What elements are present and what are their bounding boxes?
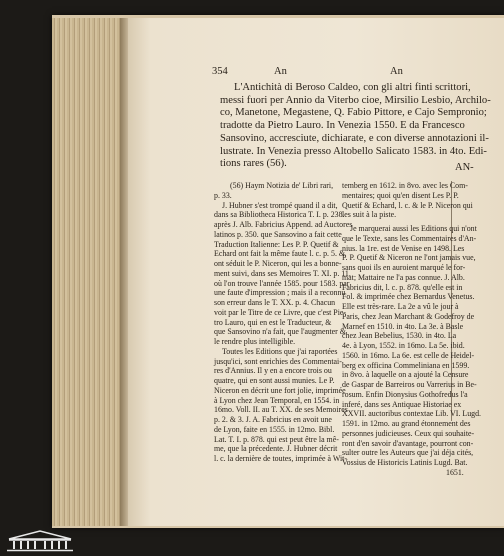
footnote-line: 1560. in 16mo. La 6e. est celle de Heidel- xyxy=(342,350,475,360)
entry-line: co, Manetone, Megastene, Q. Fabio Pittore, e Cajo Sempronio; xyxy=(220,107,487,119)
footnote-line: Je marquerai aussi les Editions qui n'ont xyxy=(350,224,477,233)
footnote-line: p. 33. xyxy=(214,190,232,200)
footnote-line: rosum. Enfin Dionysius Gothofredus l'a xyxy=(342,389,468,399)
footnote-line: Paris, chez Jean Marchant & Godefroy de xyxy=(342,311,475,321)
footnote-line: personnes judicieuses. Ceux qui souhaite- xyxy=(342,428,475,438)
footnote-line: Elle est très-rare. La 2e a vû le jour à xyxy=(342,302,459,311)
footnote-line: à Lyon chez Jean Temporal, en 1554. in xyxy=(214,395,340,405)
footnote-line: chez Jean Bebelius, 1530. in 4to. La xyxy=(342,331,457,341)
footnote-line: (56) Haym Notizia de' Libri rari, xyxy=(230,181,334,190)
page-number: 354 xyxy=(212,66,228,77)
footnote-line: res d'Annius. Il y en a encore trois ou xyxy=(214,366,332,376)
footnote-line: 1591. in 12mo. au grand étonnement des xyxy=(342,419,471,428)
footnote-line: Quetif & Echard, l. c. & le P. Niceron qui xyxy=(342,200,473,210)
footnote-line: quatre, qui en sont aussi munies. Le P. xyxy=(214,376,335,385)
footnote-line: Vossius de Historicis Latinis Lugd. Bat. xyxy=(342,458,468,467)
footnote-line: de Gaspar de Barreiros ou Varrerius in Be- xyxy=(342,380,477,389)
footnote-line: p. 2. & 3. J. A. Fabricius en avoit une xyxy=(214,415,332,424)
footnote-line: Lat. T. I. p. 878. qui est peut être la mê- xyxy=(214,434,339,444)
entry-line: Sansovino, accresciute, dichiarate, e con diverse annotazioni il- xyxy=(220,132,489,144)
footnote-line: sulter outre les Auteurs que j'ai déja cités, xyxy=(342,448,474,458)
footnote-line: 1651. xyxy=(446,467,464,477)
footnote-line: J. Hubner s'est trompé quand il a dit, xyxy=(222,200,338,210)
page-edges xyxy=(52,18,130,526)
footnote-line: Marnef en 1510. in 4to. La 3e. à Basle xyxy=(342,321,464,331)
footnote-line: une faute d'impression ; mais il a reconnu xyxy=(214,288,346,298)
footnote-line: Fol. & imprimée chez Bernardus Venetus. xyxy=(342,292,475,302)
footnote-line: les suit à la piste. xyxy=(342,210,397,220)
footnote-line: voit par le Titre de ce Livre, que c'est Pie- xyxy=(214,307,347,317)
catchword: AN- xyxy=(455,162,474,173)
footnote-line: dans sa Bibliotheca Historica T. I. p. 238. xyxy=(214,210,345,220)
footnote-line: me, que la précedente. J. Hubner décrit xyxy=(214,444,338,454)
footnote-line: Niceron en décrit une fort jolie, imprimée xyxy=(214,385,346,395)
footnote-line: in 8vo. à laquelle on a ajouté la Censure xyxy=(342,370,469,380)
footnote-line: sans quoi ils en auroient marqué le for- xyxy=(342,263,466,272)
footnote-line: ront d'en savoir d'avantage, pourront con- xyxy=(342,438,474,448)
running-head-right: An xyxy=(390,66,403,77)
footnote-line: berg ex officina Commeliniana en 1599. xyxy=(342,360,470,370)
entry-line: tions rares (56). xyxy=(220,158,287,170)
footnote-line: de Lyon, faite en 1555. in 12mo. Bibl. xyxy=(214,424,335,434)
footnote-line: où l'on trouve l'année 1585. pour 1583. par xyxy=(214,278,350,288)
footnote-line: Fabricius dit, l. c. p. 878. qu'elle est in xyxy=(342,282,463,292)
footnote-line: XXVII. auctoribus contextae Lib. VI. Lugd. xyxy=(342,409,481,419)
footnote-line: mentaires; quoi qu'en disent Les P. P. xyxy=(342,190,459,200)
footnote-line: 4e. à Lyon, 1552. in 16mo. La 5e. ibid. xyxy=(342,341,465,350)
footnote-line: après J. Alb. Fabricius Append. ad Auctores xyxy=(214,220,353,229)
footnote-line: latinos p. 350. que Sansovino a fait cette xyxy=(214,229,342,239)
footnote-line: mat; Mattaire ne l'a pas connue. J. Alb. xyxy=(342,272,465,282)
footnote-line: tro Lauro, qui en est le Traducteur, & xyxy=(214,317,332,327)
entry-line: lustrate. In Venezia presso Altobello Salicato 1583. in 4to. Edi- xyxy=(220,145,487,157)
library-building-logo xyxy=(5,530,75,552)
entry-line: L'Antichità di Beroso Caldeo, con gli altri finti scrittori, xyxy=(234,82,471,93)
footnote-line: que le Texte, sans les Commentaires d'An- xyxy=(342,233,477,243)
entry-line: tradotte da Pietro Lauro. In Venezia 1550. E da Francesco xyxy=(220,120,465,132)
running-head-left: An xyxy=(274,66,287,77)
footnote-line: que Sansovino n'a fait, que l'augmenter & xyxy=(214,327,346,337)
footnote-line: Echard ont fait la même faute l. c. p. 5. & xyxy=(214,249,346,259)
entry-line: messi fuori per Annio da Viterbo cioe, Mirsilio Lesbio, Archilo- xyxy=(220,94,491,106)
footnote-line: Traduction Italienne: Les P. P. Quetif & xyxy=(214,239,339,249)
footnote-line: nius. la 1re. est de Venise en 1498. Les xyxy=(342,243,465,253)
footnote-line: Toutes les Editions que j'ai raportées xyxy=(222,346,338,356)
footnote-line: temberg en 1612. in 8vo. avec les Com- xyxy=(342,181,468,190)
footnote-line: jusqu'ici, sont enrichies des Commentai- xyxy=(214,356,342,366)
footnote-line: ment suivi, dans ses Memoires T. XI. p. 11. xyxy=(214,268,351,278)
footnote-line: P. P. Quetif & Niceron ne l'ont jamais vue, xyxy=(342,253,476,263)
footnote-line: inferé, dans ses Antiquae Historiae ex xyxy=(342,399,462,409)
book-page xyxy=(128,18,504,526)
footnote-line: le rendre plus intelligible. xyxy=(214,337,296,346)
footnote-line: ont séduit le P. Niceron, qui les a bonne- xyxy=(214,259,342,268)
footnote-line: son erreur dans le T. XX. p. 4. Chacun xyxy=(214,298,336,307)
footnote-line: l. c. la dernière de toutes, imprimée à Wit- xyxy=(214,454,347,463)
footnote-line: 16mo. Voll. II. au T. XX. de ses Memoires xyxy=(214,405,348,415)
